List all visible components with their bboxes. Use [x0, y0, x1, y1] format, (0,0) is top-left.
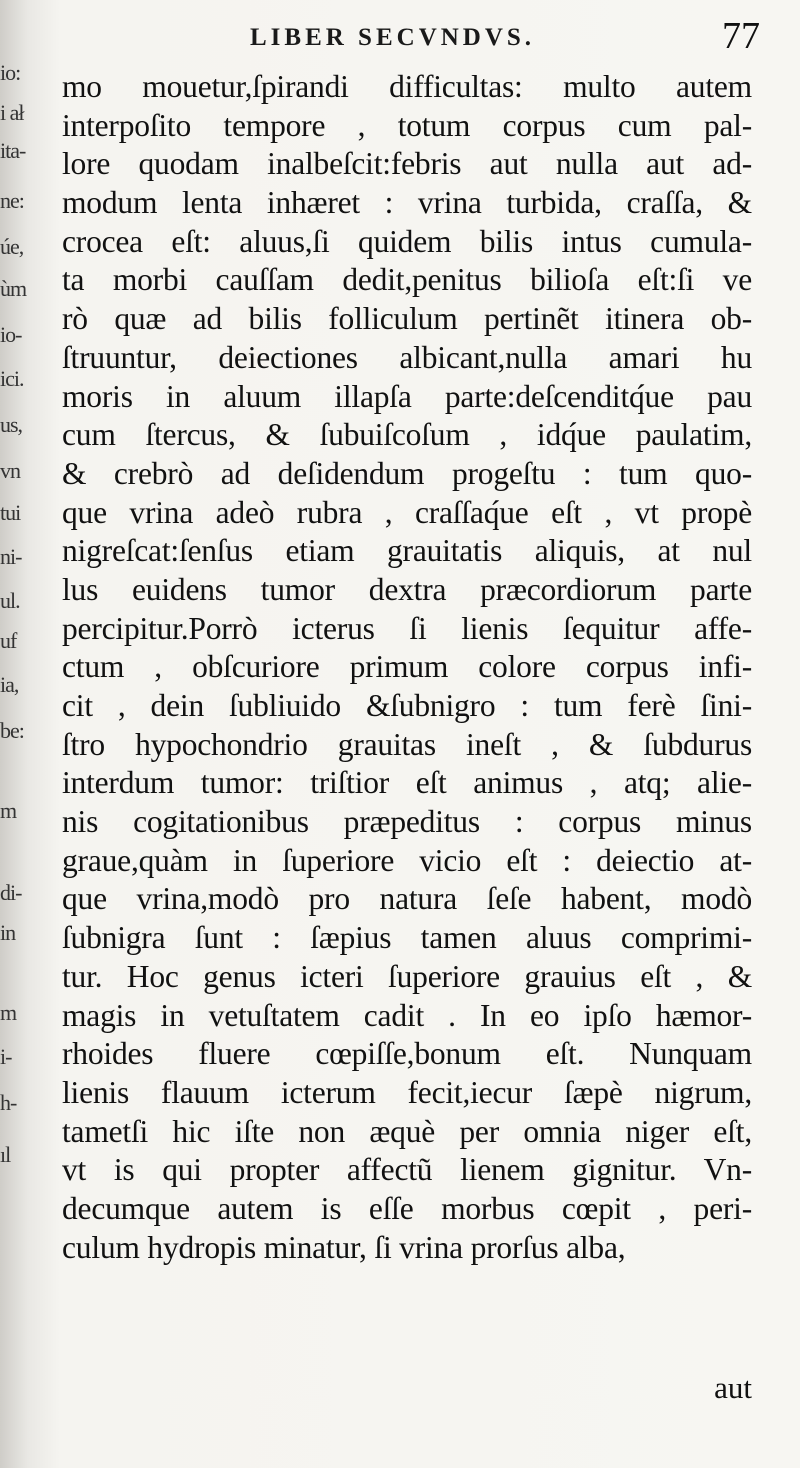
page-number: 77 [722, 15, 760, 57]
text-line: rò quæ ad bilis folliculum pertinẽt itinera ob- [62, 301, 752, 337]
facing-page-fragment: m [0, 1000, 17, 1025]
text-line: cit , dein ſubliuido &ſubnigro : tum ferè ſini- [62, 688, 752, 723]
facing-page-fragment: ici. [0, 366, 24, 391]
text-line: tametſi hic iſte non æquè per omnia niger eſt, [62, 1113, 752, 1149]
text-line: modum lenta inhæret : vrina turbida, craſſa, & [62, 185, 752, 221]
facing-page-fragment: us, [0, 412, 23, 437]
text-line: tur. Hoc genus icteri ſuperiore grauius eſt , & [62, 958, 752, 994]
facing-page-fragment: úe, [0, 234, 24, 259]
text-line: graue,quàm in ſuperiore vicio eſt : deiectio at- [62, 842, 752, 878]
facing-page-fragment: in [0, 920, 16, 945]
facing-page-fragment: uf [0, 628, 17, 653]
text-line: nigreſcat:ſenſus etiam grauitatis aliquis, at nul [62, 533, 752, 569]
facing-page-fragment: ul. [0, 588, 20, 613]
text-line: culum hydropis minatur, ſi vrina prorſus alba, [62, 1229, 626, 1265]
facing-page-fragment: m [0, 798, 17, 823]
facing-page-fragment: ıl [0, 1142, 11, 1167]
facing-page-fragment: ne: [0, 188, 24, 213]
facing-page-fragment: i ał [0, 100, 24, 125]
facing-page-fragment: be: [0, 718, 24, 743]
text-line: cum ſtercus, & ſubuiſcoſum , idq́ue paulatim, [62, 417, 752, 453]
text-line: lore quodam inalbeſcit:febris aut nulla aut ad- [62, 146, 752, 182]
text-line: magis in vetuſtatem cadit . In eo ipſo hæmor- [62, 997, 752, 1033]
page-header [240, 10, 760, 60]
text-line: nis cogitationibus præpeditus : corpus minus [62, 804, 752, 840]
text-line: ta morbi cauſſam dedit,penitus bilioſa eſt:ſi ve [62, 262, 752, 298]
facing-page-fragment: ita- [0, 138, 26, 163]
facing-page-fragment: ùm [0, 276, 27, 301]
facing-page-fragment: di- [0, 880, 22, 905]
facing-page-fragment: ia, [0, 672, 19, 697]
text-line: interdum tumor: triſtior eſt animus , atq; alie- [62, 765, 752, 801]
text-line: moris in aluum illapſa parte:deſcenditq́ue pau [62, 378, 752, 414]
facing-page-fragment: io: [0, 60, 21, 85]
text-line: ſtro hypochondrio grauitas ineſt , & ſubdurus [62, 726, 752, 762]
text-line: ſtruuntur, deiectiones albicant,nulla amari hu [62, 339, 752, 375]
text-line: vt is qui propter affectũ lienem gignitur. Vn- [62, 1152, 752, 1188]
body-text [62, 68, 752, 1267]
facing-page-fragment: h- [0, 1090, 17, 1115]
text-line: & crebrò ad deſidendum progeſtu : tum quo- [62, 455, 752, 491]
facing-page-fragment: vn [0, 458, 20, 483]
text-line: ctum , obſcuriore primum colore corpus infi- [62, 649, 752, 685]
text-line: interpoſito tempore , totum corpus cum pal- [62, 107, 752, 143]
text-line: rhoides fluere cœpiſſe,bonum eſt. Nunquam [62, 1036, 752, 1072]
text-line: lus euidens tumor dextra præcordiorum parte [62, 571, 752, 607]
catchword: aut [714, 1370, 752, 1405]
text-line: decumque autem is eſſe morbus cœpit , peri- [62, 1190, 752, 1226]
text-line: mo mouetur,ſpirandi difficultas: multo autem [62, 69, 752, 104]
text-line: que vrina,modò pro natura ſeſe habent, modò [62, 881, 752, 917]
facing-page-margin [0, 60, 40, 1180]
running-head: LIBER SECVNDVS. [250, 24, 536, 51]
text-line: que vrina adeò rubra , craſſaq́ue eſt , vt propè [62, 494, 752, 530]
facing-page-fragment: i- [0, 1044, 12, 1069]
facing-page-fragment: io- [0, 322, 22, 347]
facing-page-fragment: ni- [0, 544, 22, 569]
text-line: crocea eſt: aluus,ſi quidem bilis intus cumula- [62, 223, 752, 259]
facing-page-fragment: tui [0, 500, 21, 525]
text-line: ſubnigra ſunt : ſæpius tamen aluus comprimi- [62, 920, 752, 956]
text-line: lienis flauum icterum fecit,iecur ſæpè nigrum, [62, 1074, 752, 1110]
text-line: percipitur.Porrò icterus ſi lienis ſequitur affe- [62, 610, 752, 646]
